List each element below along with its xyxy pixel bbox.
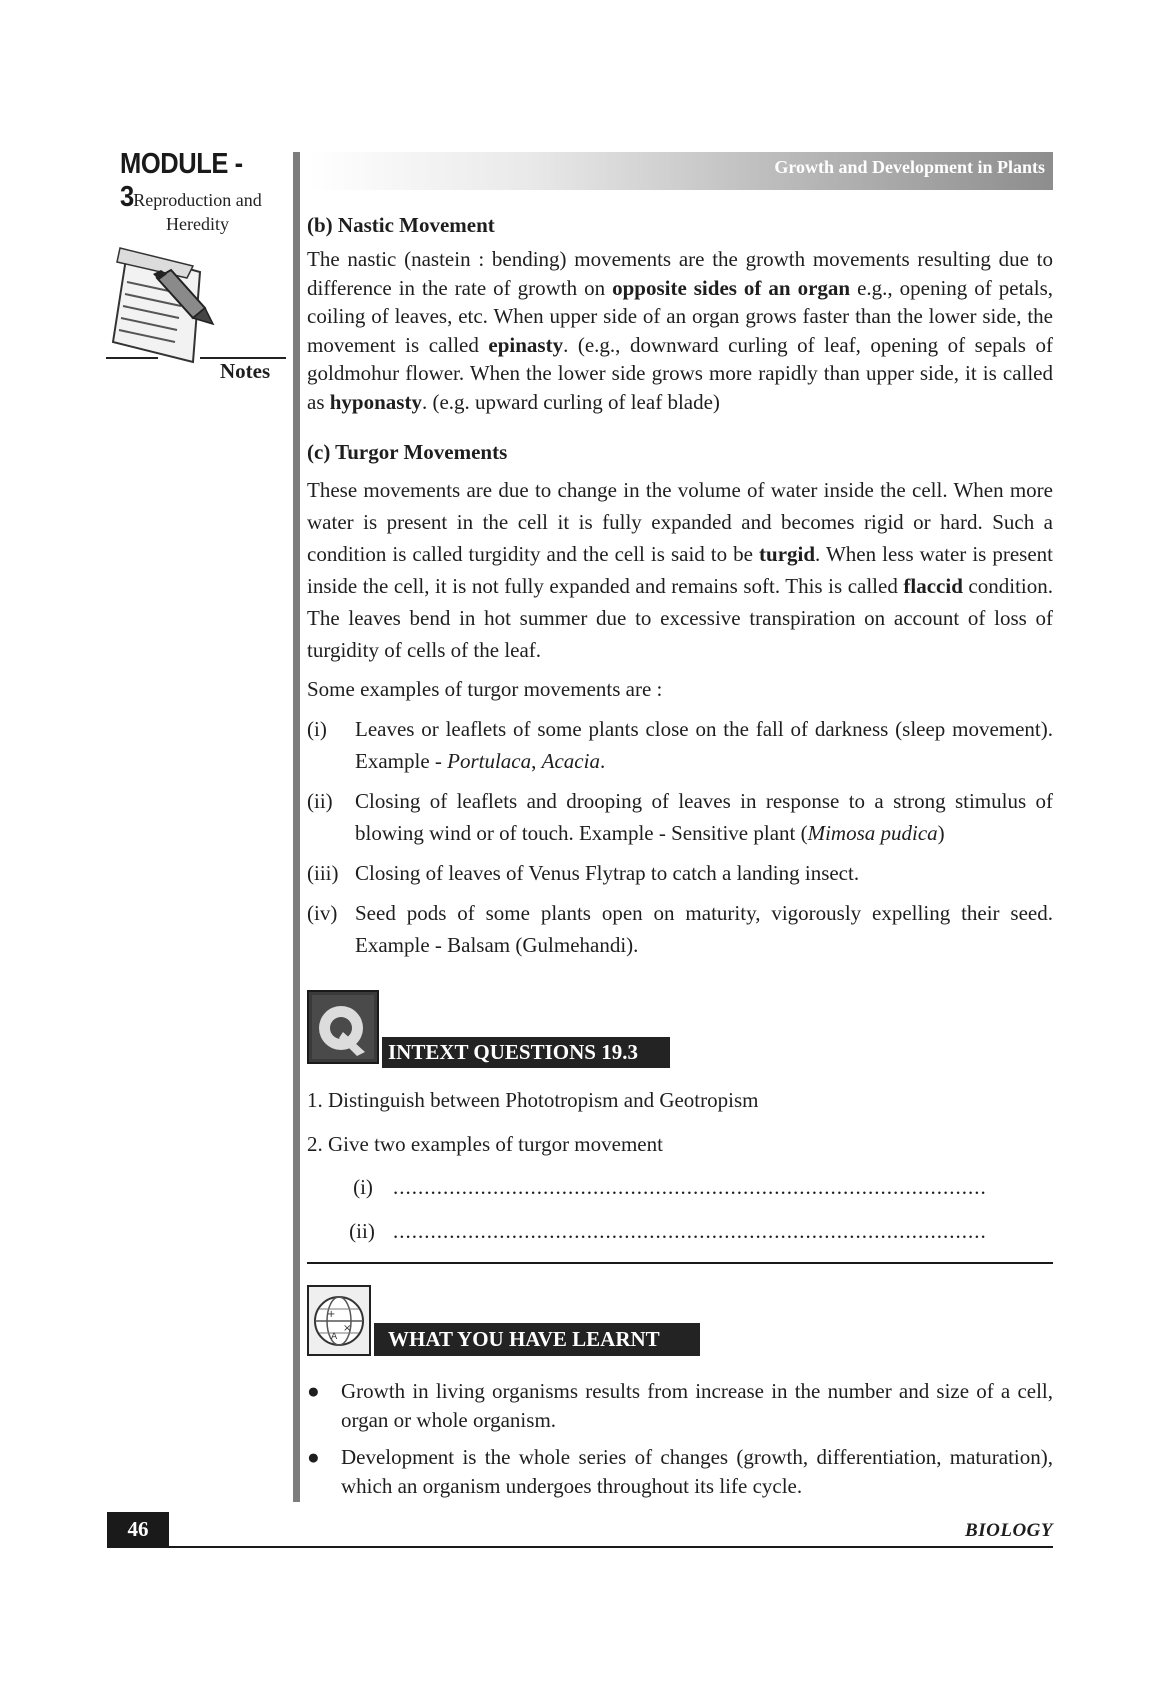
list-item	[307, 713, 1053, 777]
bullet-icon: ●	[307, 1379, 320, 1403]
nastic-bold-hyponasty: hyponasty	[329, 389, 422, 414]
module-subtitle-line-1: Reproduction and	[133, 190, 262, 210]
footer-rule	[107, 1546, 1053, 1548]
list-item-text	[355, 713, 1053, 777]
list-item-number: (i)	[307, 717, 327, 741]
question-q-icon	[309, 992, 377, 1062]
answer-label-ii: (ii)	[349, 1219, 375, 1243]
notes-divider-left	[106, 357, 158, 359]
list-item	[307, 1377, 1053, 1434]
bullet-text: Development is the whole series of changes (growth, differentiation, maturation), which an organism undergoes throughout its life cycle.	[341, 1445, 1053, 1498]
answer-line-ii[interactable]: ...............................................................................................	[393, 1219, 987, 1243]
turgor-text-2: . When less water is present inside the cell, it is not fully expanded and remains soft. This is called	[307, 542, 1053, 598]
question-1: 1. Distinguish between Phototropism and Geotropism	[307, 1088, 759, 1112]
subject-label: BIOLOGY	[965, 1520, 1053, 1541]
item-text: Leaves or leaflets of some plants close on the fall of darkness (sleep movement). Example -	[355, 717, 1053, 773]
nastic-text-3: . (e.g., downward curling of leaf, opening of sepals of goldmohur flower. When the lower side grows more rapidly than upper side, it is called as	[307, 332, 1053, 414]
globe-brain-icon	[309, 1287, 369, 1354]
bullet-icon: ●	[307, 1445, 320, 1469]
nastic-text-4: . (e.g. upward curling of leaf blade)	[421, 389, 720, 414]
turgor-bold-flaccid: flaccid	[903, 574, 963, 598]
chapter-header	[307, 152, 1053, 190]
list-item-number: (ii)	[307, 789, 333, 813]
list-item	[307, 897, 1053, 961]
answer-label-i: (i)	[353, 1175, 373, 1199]
svg-text:A: A	[331, 1332, 338, 1342]
list-item-text: Seed pods of some plants open on maturity, vigorously expelling their seed. Example - Balsam (Gulmehandi).	[355, 901, 1053, 957]
list-item	[307, 1443, 1053, 1500]
page-number: 46	[107, 1512, 169, 1548]
list-item-number: (iii)	[307, 861, 339, 885]
turgor-text-3: condition. The leaves bend in hot summer due to excessive transpiration on account of loss of turgidity of cells of the leaf.	[307, 574, 1054, 662]
svg-text:+: +	[327, 1309, 336, 1320]
item-text: Closing of leaflets and drooping of leaves in response to a strong stimulus of blowing wind or of touch. Example - Sensitive plant (	[355, 789, 1053, 845]
list-item-number: (iv)	[307, 901, 338, 925]
item-separator: ,	[531, 749, 542, 773]
list-item	[307, 785, 1053, 849]
question-icon-box	[307, 990, 379, 1064]
examples-intro: Some examples of turgor movements are :	[307, 677, 663, 701]
notes-label: Notes	[220, 359, 271, 383]
nastic-bold-1: opposite sides of an organ	[612, 275, 851, 300]
nastic-bold-epinasty: epinasty	[488, 332, 564, 357]
module-subtitle	[120, 188, 275, 236]
list-item	[307, 857, 1053, 889]
intext-questions-title: INTEXT QUESTIONS 19.3	[382, 1037, 670, 1068]
item-italic-acacia: Acacia	[541, 749, 600, 773]
turgor-bold-turgid: turgid	[759, 542, 816, 566]
bullet-text: Growth in living organisms results from increase in the number and size of a cell, organ or whole organism.	[341, 1379, 1053, 1432]
turgor-text-1: These movements are due to change in the volume of water inside the cell. When more water is present in the cell it is fully expanded and becomes rigid or hard. Such a condition is called turgidity and the cell is said to be	[307, 478, 1053, 566]
nastic-paragraph	[307, 245, 1053, 416]
turgor-heading: (c) Turgor Movements	[307, 440, 508, 464]
answer-line-i[interactable]: ...............................................................................................	[393, 1175, 987, 1199]
learnt-title: WHAT YOU HAVE LEARNT	[374, 1323, 700, 1356]
svg-text:×: ×	[343, 1323, 352, 1334]
notepad-pencil-icon	[105, 242, 255, 367]
item-end: .	[599, 749, 606, 773]
nastic-text-1: The nastic (nastein : bending) movements are the growth movements resulting due to difference in the rate of growth on	[307, 247, 1053, 300]
chapter-title: Growth and Development in Plants	[774, 157, 1045, 177]
margin-rule	[293, 152, 300, 1502]
question-2: 2. Give two examples of turgor movement	[307, 1132, 663, 1156]
module-subtitle-line-2: Heredity	[166, 214, 229, 234]
list-item-text	[355, 785, 1053, 849]
nastic-text-2: e.g., opening of petals, coiling of leaves, etc. When upper side of an organ grows faster than the lower side, the movement is called	[307, 275, 1054, 357]
item-italic-portulaca: Portulaca	[447, 749, 532, 773]
module-title: MODULE - 3	[120, 148, 243, 213]
turgor-paragraph	[307, 474, 1053, 666]
learnt-icon-box	[307, 1285, 371, 1356]
item-end: )	[937, 821, 945, 845]
nastic-heading: (b) Nastic Movement	[307, 213, 495, 237]
item-italic-mimosa: Mimosa pudica	[807, 821, 938, 845]
list-item-text: Closing of leaves of Venus Flytrap to catch a landing insect.	[355, 861, 860, 885]
section-divider	[307, 1262, 1053, 1264]
